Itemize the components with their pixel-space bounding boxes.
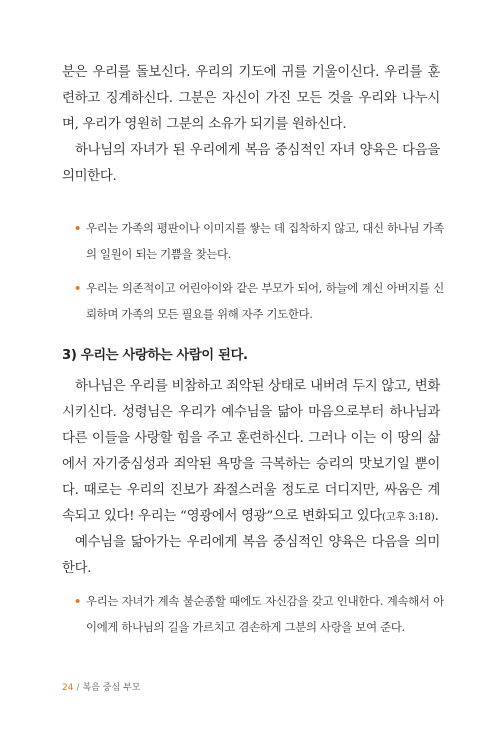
paragraph-transformation <box>62 374 440 530</box>
footer-separator: / <box>76 683 80 693</box>
list-item-text: 우리는 가족의 평판이나 이미지를 쌓는 데 집착하지 않고, 대신 하나님 가족의 일원이 되는 기쁨을 찾는다. <box>86 221 444 261</box>
page-number: 24 <box>62 683 74 693</box>
intro-text <box>62 60 440 190</box>
bullet-list-1 <box>74 215 444 327</box>
section-text <box>62 374 440 582</box>
paragraph-end: . <box>434 509 439 524</box>
list-item <box>74 588 444 640</box>
paragraph-transformation-text: 하나님은 우리를 비참하고 죄악된 상태로 내버려 두지 않고, 변화시키신다. 성령님은 우리가 예수님을 닮아 마음으로부터 하나님과 다른 이들을 사랑할 힘을 주고 훈련하신다. 그러나 이는 이 땅의 삶에서 자기중심성과 죄악된 욕망을 극복하는 승리의 맛보기일 뿐이다. 때로는 우리의 진보가 좌절스러울 정도로 더디지만, 싸움은 계속되고 있다! 우리는 “영광에서 영광”으로 변화되고 있다 <box>62 379 440 524</box>
list-item <box>74 215 444 267</box>
bullet-marker: • <box>74 281 81 295</box>
list-item-text: 우리는 자녀가 계속 불순종할 때에도 자신감을 갖고 인내한다. 계속해서 아이에게 하나님의 길을 가르치고 겸손하게 그분의 사랑을 보여 준다. <box>86 594 444 634</box>
page-footer <box>62 680 140 693</box>
bullet-list-2 <box>74 588 444 640</box>
paragraph-care: 분은 우리를 돌보신다. 우리의 기도에 귀를 기울이신다. 우리를 훈련하고 징계하신다. 그분은 자신이 가진 모든 것을 우리와 나누시며, 우리가 영원히 그분의 소유가 되기를 원하신다. <box>62 65 440 132</box>
running-title: 복음 중심 부모 <box>82 683 141 693</box>
paragraph-meaning-1: 하나님의 자녀가 된 우리에게 복음 중심적인 자녀 양육은 다음을 의미한다. <box>62 143 440 184</box>
list-item <box>74 275 444 327</box>
bullet-marker: • <box>74 594 81 608</box>
scripture-citation: (고후 3:18) <box>381 511 435 523</box>
paragraph-meaning-2: 예수님을 닮아가는 우리에게 복음 중심적인 양육은 다음을 의미한다. <box>62 535 440 576</box>
section-heading: 3) 우리는 사랑하는 사람이 된다. <box>62 348 248 363</box>
bullet-marker: • <box>74 221 81 235</box>
list-item-text: 우리는 의존적이고 어린아이와 같은 부모가 되어, 하늘에 계신 아버지를 신뢰하며 가족의 모든 필요를 위해 자주 기도한다. <box>86 281 444 321</box>
